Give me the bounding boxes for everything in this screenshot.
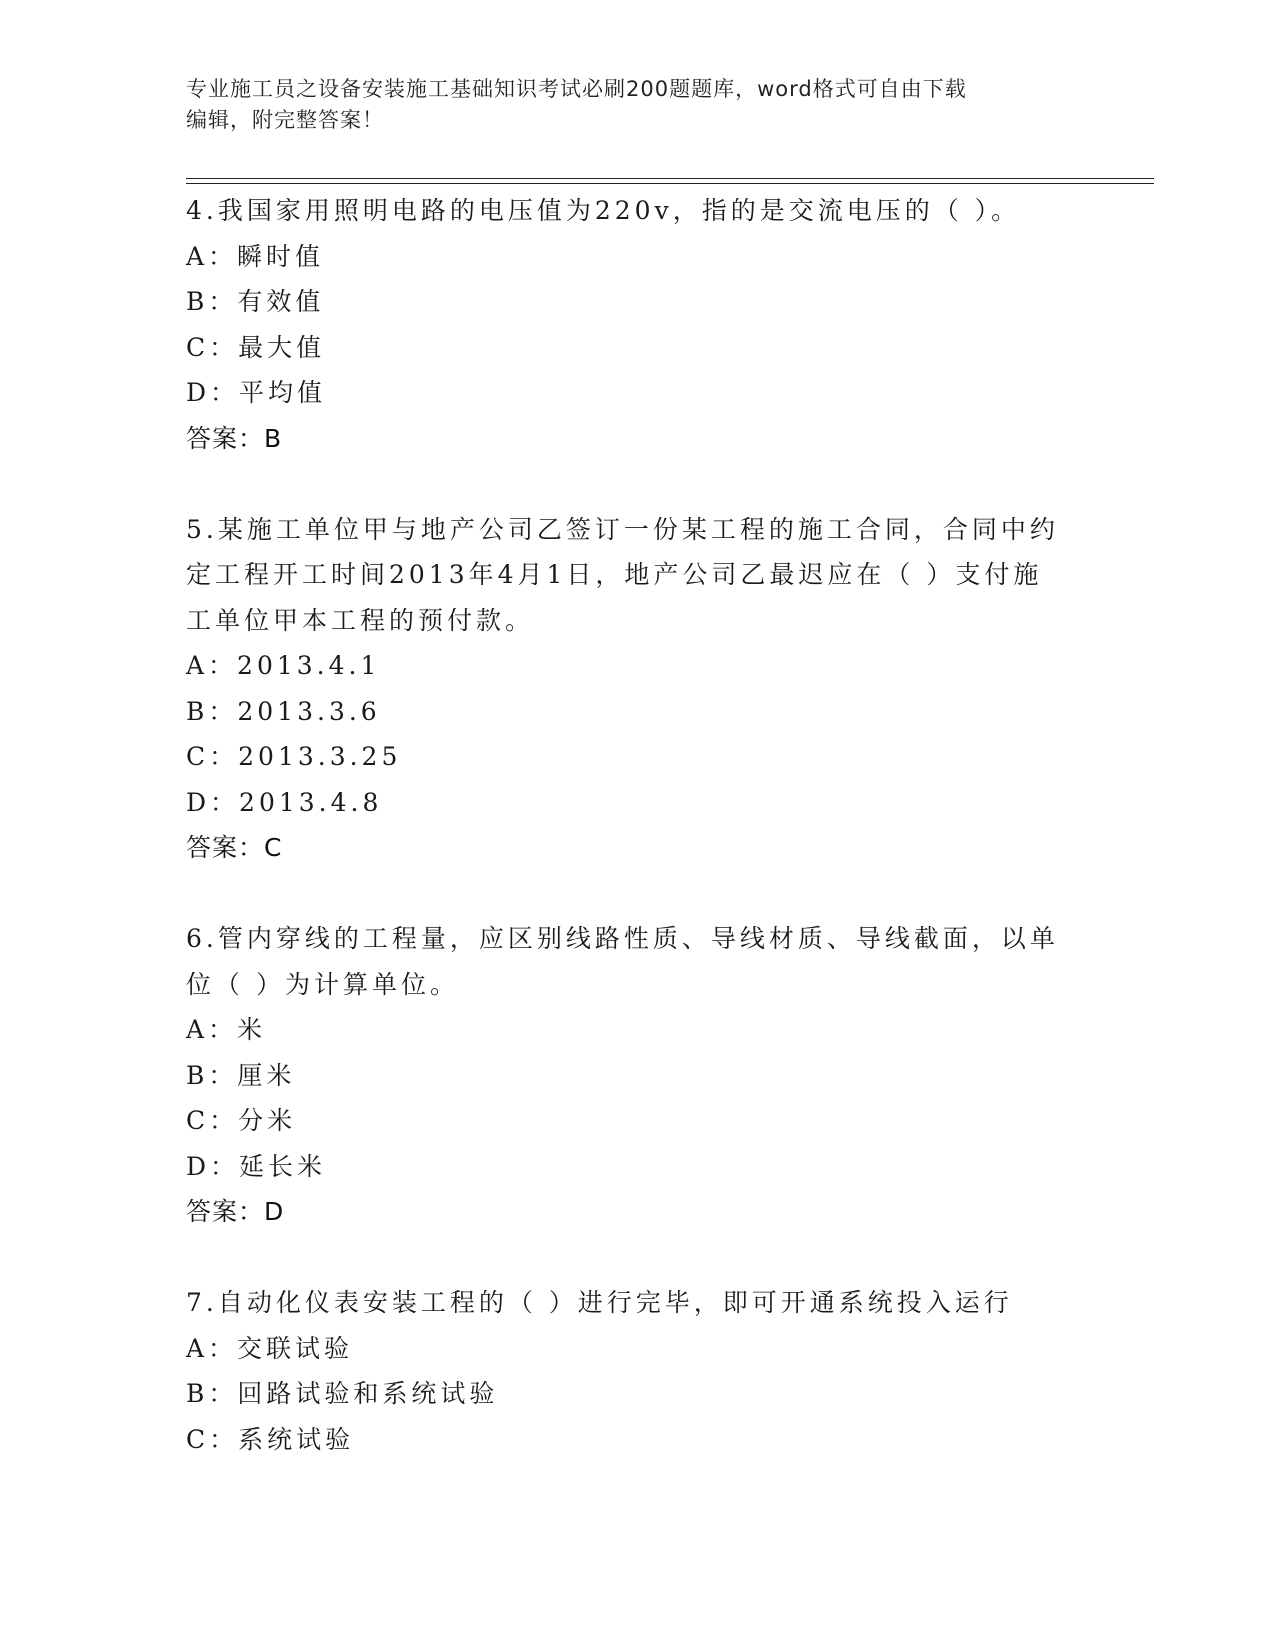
option-a: A：交联试验 [186, 1333, 354, 1363]
question-item [186, 916, 1086, 1235]
option-b: B：厘米 [186, 1060, 296, 1090]
option-a: A：瞬时值 [186, 241, 325, 271]
answer-line: 答案：C [186, 833, 283, 862]
header-line: 专业施工员之设备安装施工基础知识考试必刷200题题库，word格式可自由下载 [186, 77, 967, 101]
option-c: C：2013.3.25 [186, 742, 402, 771]
question-spacer [186, 461, 1086, 507]
answer-line: 答案：D [186, 1197, 285, 1226]
question-list [186, 188, 1086, 1462]
option-b: B：2013.3.6 [186, 696, 381, 726]
option-d: D：延长米 [186, 1151, 327, 1181]
option-c: C：分米 [186, 1106, 297, 1135]
option-b: B：回路试验和系统试验 [186, 1379, 499, 1408]
header-divider [186, 178, 1154, 179]
question-spacer [186, 1235, 1086, 1281]
header-divider [186, 183, 1154, 184]
question-stem: 工单位甲本工程的预付款。 [186, 605, 535, 635]
question-stem: 位（ ）为计算单位。 [186, 969, 459, 999]
question-spacer [186, 871, 1086, 917]
question-stem: 6.管内穿线的工程量，应区别线路性质、导线材质、导线截面，以单 [186, 924, 1059, 953]
document-header [186, 74, 1086, 136]
question-stem: 5.某施工单位甲与地产公司乙签订一份某工程的施工合同，合同中约 [186, 514, 1059, 544]
question-item [186, 507, 1086, 871]
header-line: 编辑，附完整答案！ [186, 108, 384, 132]
option-a: A：米 [186, 1015, 267, 1044]
question-stem: 4.我国家用照明电路的电压值为220v，指的是交流电压的（ ）。 [186, 196, 1021, 225]
option-c: C：系统试验 [186, 1424, 355, 1454]
question-stem: 定工程开工时间2013年4月1日，地产公司乙最迟应在（ ）支付施 [186, 560, 1043, 589]
option-b: B：有效值 [186, 287, 325, 316]
option-d: D：2013.4.8 [186, 787, 383, 817]
option-c: C：最大值 [186, 332, 326, 362]
answer-line: 答案：B [186, 423, 283, 453]
option-a: A：2013.4.1 [186, 651, 381, 680]
question-stem: 7.自动化仪表安装工程的（ ）进行完毕，即可开通系统投入运行 [186, 1288, 1013, 1317]
option-d: D：平均值 [186, 378, 327, 407]
question-item [186, 188, 1086, 461]
question-item [186, 1280, 1086, 1462]
